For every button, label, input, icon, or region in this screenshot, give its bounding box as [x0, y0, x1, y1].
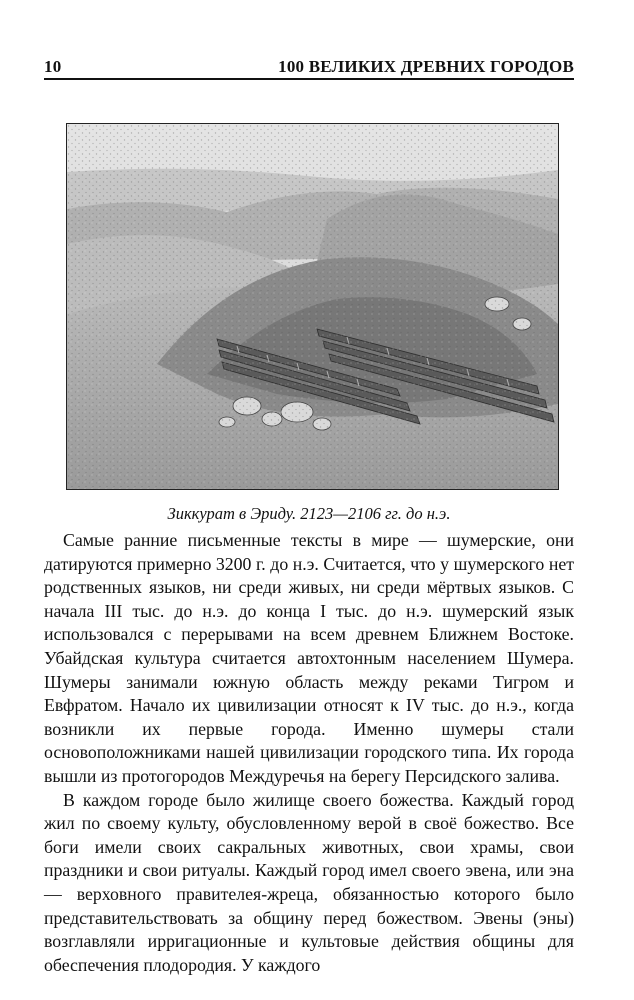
- paragraph: Самые ранние письменные тексты в мире — шумерские, они датируются примерно 3200 г. до н.э. Считается, что у шумерского нет родственных языков, ни среди живых, ни среди мёртвых языков. С начала III тыс. до н.э. до конца I тыс. до н.э. шумерский язык использовался с перерывами на всем древнем Ближнем Востоке. Убайдская культура считается автохтонным населением Шумера. Шумеры занимали южную область между реками Тигром и Евфратом. Начало их цивилизации относят к IV тыс. до н.э., когда возникли их первые города. Именно шумеры стали основоположниками нашей цивилизации городского типа. Их города вышли из протогородов Междуречья на берегу Персидского залива.: [44, 530, 574, 786]
- book-title: 100 ВЕЛИКИХ ДРЕВНИХ ГОРОДОВ: [278, 57, 574, 76]
- body-text: [44, 529, 574, 977]
- photo-caption: Зиккурат в Эриду. 2123—2106 гг. до н.э.: [167, 504, 451, 523]
- running-header: [44, 52, 574, 80]
- paragraph: В каждом городе было жилище своего божества. Каждый город жил по своему культу, обусловленному верой в своё божество. Все боги имели своих сакральных животных, свои храмы, свои праздники и свои ритуалы. Каждый город имел своего эвена, или эна — верховного правителея-жреца, обязанностью которого было представительствовать за общину перед божеством. Эвены (эны) возглавляли ирригационные и культовые действия общины для обеспечения плодородия. У каждого: [44, 789, 574, 975]
- page-number: 10: [44, 57, 62, 76]
- ziggurat-photo: [66, 123, 559, 490]
- ziggurat-photo-illustration: [67, 124, 558, 489]
